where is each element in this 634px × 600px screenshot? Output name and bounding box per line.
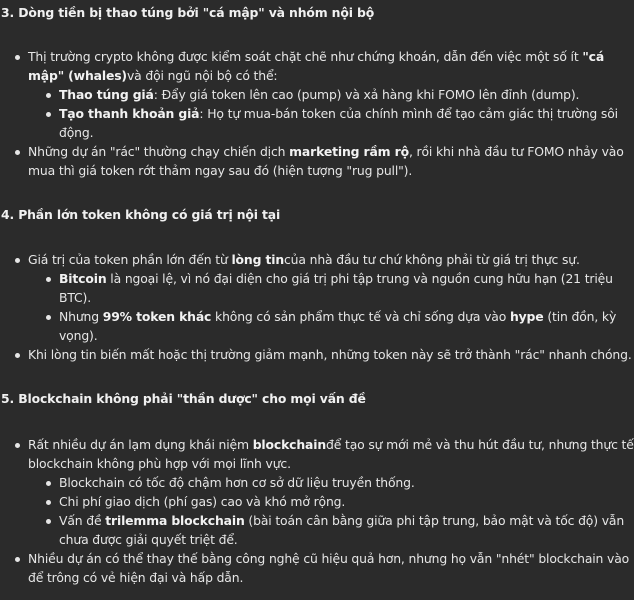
paragraph-line — [28, 47, 604, 66]
paragraph-line — [28, 454, 291, 473]
text: mua thì giá token rớt thảm ngay sau đó (hiện tượng "rug pull"). — [28, 163, 413, 178]
section-heading: 3. Dòng tiền bị thao túng bởi "cá mập" và nhóm nội bộ — [1, 5, 375, 20]
sub-paragraph-line — [59, 511, 624, 530]
bold-text: blockchain — [252, 437, 327, 452]
text: chưa được giải quyết triệt để. — [59, 532, 238, 547]
sub-bullet — [46, 93, 51, 98]
text: để trông có vẻ hiện đại và hấp dẫn. — [28, 570, 244, 585]
text: BTC). — [59, 290, 92, 305]
text: Vấn đề — [59, 513, 106, 528]
text: : Họ tự mua-bán token của chính mình để tạo cảm giác thị trường sôi — [199, 106, 618, 121]
paragraph-line — [28, 549, 629, 568]
sub-paragraph-line — [59, 288, 91, 307]
bullet — [15, 55, 20, 60]
sub-paragraph-line — [59, 307, 616, 326]
bold-text: "cá — [582, 49, 605, 64]
text: của nhà đầu tư chứ không phải từ giá trị thực sự. — [284, 252, 580, 267]
text: Những dự án "rác" thường chạy chiến dịch — [28, 144, 290, 159]
text: Thị trường crypto không được kiểm soát chặt chẽ như chứng khoán, dẫn đến việc một số ít — [28, 49, 583, 64]
text: là ngoại lệ, vì nó đại diện cho giá trị phi tập trung và nguồn cung hữu hạn (21 triệu — [106, 271, 613, 286]
sub-paragraph-line — [59, 326, 98, 345]
bullet — [15, 557, 20, 562]
bold-text: trilemma blockchain — [105, 513, 245, 528]
text: blockchain không phù hợp với mọi lĩnh vực. — [28, 456, 291, 471]
text: , rồi khi nhà đầu tư FOMO nhảy vào — [408, 144, 624, 159]
text: Nhưng — [59, 309, 103, 324]
text: Blockchain có tốc độ chậm hơn cơ sở dữ liệu truyền thống. — [59, 475, 415, 490]
sub-paragraph-line — [59, 85, 579, 104]
paragraph-line — [28, 142, 624, 161]
bold-text: marketing rầm rộ — [289, 144, 409, 159]
sub-paragraph-line — [59, 269, 613, 288]
sub-bullet — [46, 481, 51, 486]
text: để tạo sự mới mẻ và thu hút đầu tư, nhưng thực tế — [326, 437, 634, 452]
sub-bullet — [46, 519, 51, 524]
paragraph-line — [28, 161, 412, 180]
text: Giá trị của token phần lớn đến từ — [28, 252, 232, 267]
bold-text: Tạo thanh khoản giả — [59, 106, 200, 121]
bullet — [15, 353, 20, 358]
bold-text: lòng tin — [231, 252, 285, 267]
bold-text: Thao túng giá — [59, 87, 154, 102]
text: : Đẩy giá token lên cao (pump) và xả hàng khi FOMO lên đỉnh (dump). — [153, 87, 580, 102]
sub-bullet — [46, 277, 51, 282]
text: (bài toán cân bằng giữa phi tập trung, bảo mật và tốc độ) vẫn — [244, 513, 625, 528]
bold-text: 99% token khác — [102, 309, 212, 324]
text: Khi lòng tin biến mất hoặc thị trường giảm mạnh, những token này sẽ trở thành "rác" nhanh chóng. — [28, 347, 632, 362]
bold-text: Bitcoin — [59, 271, 107, 286]
sub-bullet — [46, 500, 51, 505]
paragraph-line — [28, 66, 277, 85]
text: không có sản phẩm thực tế và chỉ sống dựa vào — [211, 309, 510, 324]
sub-paragraph-line — [59, 530, 238, 549]
paragraph-line — [28, 250, 580, 269]
bold-text: mập" (whales) — [28, 68, 127, 83]
sub-bullet — [46, 112, 51, 117]
paragraph-line — [28, 568, 243, 587]
text: Chi phí giao dịch (phí gas) cao và khó mở rộng. — [59, 494, 346, 509]
paragraph-line — [28, 435, 634, 454]
bullet — [15, 443, 20, 448]
sub-paragraph-line — [59, 473, 415, 492]
text: Rất nhiều dự án lạm dụng khái niệm — [28, 437, 253, 452]
sub-bullet — [46, 315, 51, 320]
bold-text: hype — [509, 309, 544, 324]
bullet — [15, 258, 20, 263]
paragraph-line — [28, 345, 632, 364]
sub-paragraph-line — [59, 104, 618, 123]
text: vọng). — [59, 328, 98, 343]
bullet — [15, 150, 20, 155]
section-heading: 5. Blockchain không phải "thần dược" cho mọi vấn đề — [1, 391, 366, 406]
text: và đội ngũ nội bộ có thể: — [126, 68, 278, 83]
text: Nhiều dự án có thể thay thế bằng công nghệ cũ hiệu quả hơn, nhưng họ vẫn "nhét" blockchain vào — [28, 551, 630, 566]
sub-paragraph-line — [59, 123, 93, 142]
text: (tin đồn, kỳ — [543, 309, 617, 324]
section-heading: 4. Phần lớn token không có giá trị nội tại — [1, 207, 281, 222]
text: động. — [59, 125, 94, 140]
sub-paragraph-line — [59, 492, 345, 511]
